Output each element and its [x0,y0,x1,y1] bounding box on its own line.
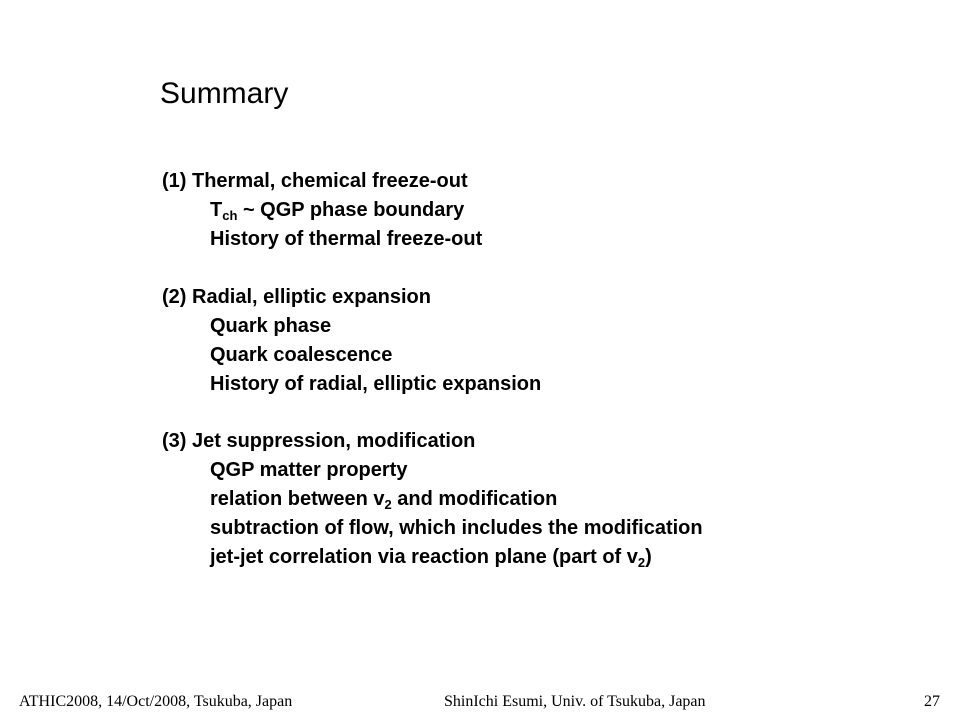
subscript: ch [222,208,238,223]
section-heading-1: (1) Thermal, chemical freeze-out [162,170,468,192]
footer-author: ShinIchi Esumi, Univ. of Tsukuba, Japan [444,693,706,710]
item-text: ~ QGP phase boundary [237,199,465,221]
item-text: jet-jet correlation via reaction plane (part of v [210,546,638,568]
subscript: 2 [384,497,392,512]
item-text: T [210,199,223,221]
page-number: 27 [924,693,940,710]
slide-title: Summary [160,77,289,110]
section-2-item-1: Quark phase [210,315,332,337]
section-3-item-2 [210,485,557,513]
item-text: and modification [391,488,558,510]
section-2-item-2: Quark coalescence [210,344,393,366]
section-heading-3: (3) Jet suppression, modification [162,430,476,452]
item-text: ) [645,546,652,568]
footer-conference: ATHIC2008, 14/Oct/2008, Tsukuba, Japan [19,693,293,710]
section-1-item-1 [210,196,464,224]
section-1-item-2: History of thermal freeze-out [210,228,483,250]
section-heading-2: (2) Radial, elliptic expansion [162,286,431,308]
section-3-item-1: QGP matter property [210,459,408,481]
section-2-item-3: History of radial, elliptic expansion [210,373,542,395]
section-3-item-3: subtraction of flow, which includes the modification [210,517,703,539]
item-text: relation between v [210,488,385,510]
section-3-item-4 [210,543,652,571]
subscript: 2 [637,555,646,570]
